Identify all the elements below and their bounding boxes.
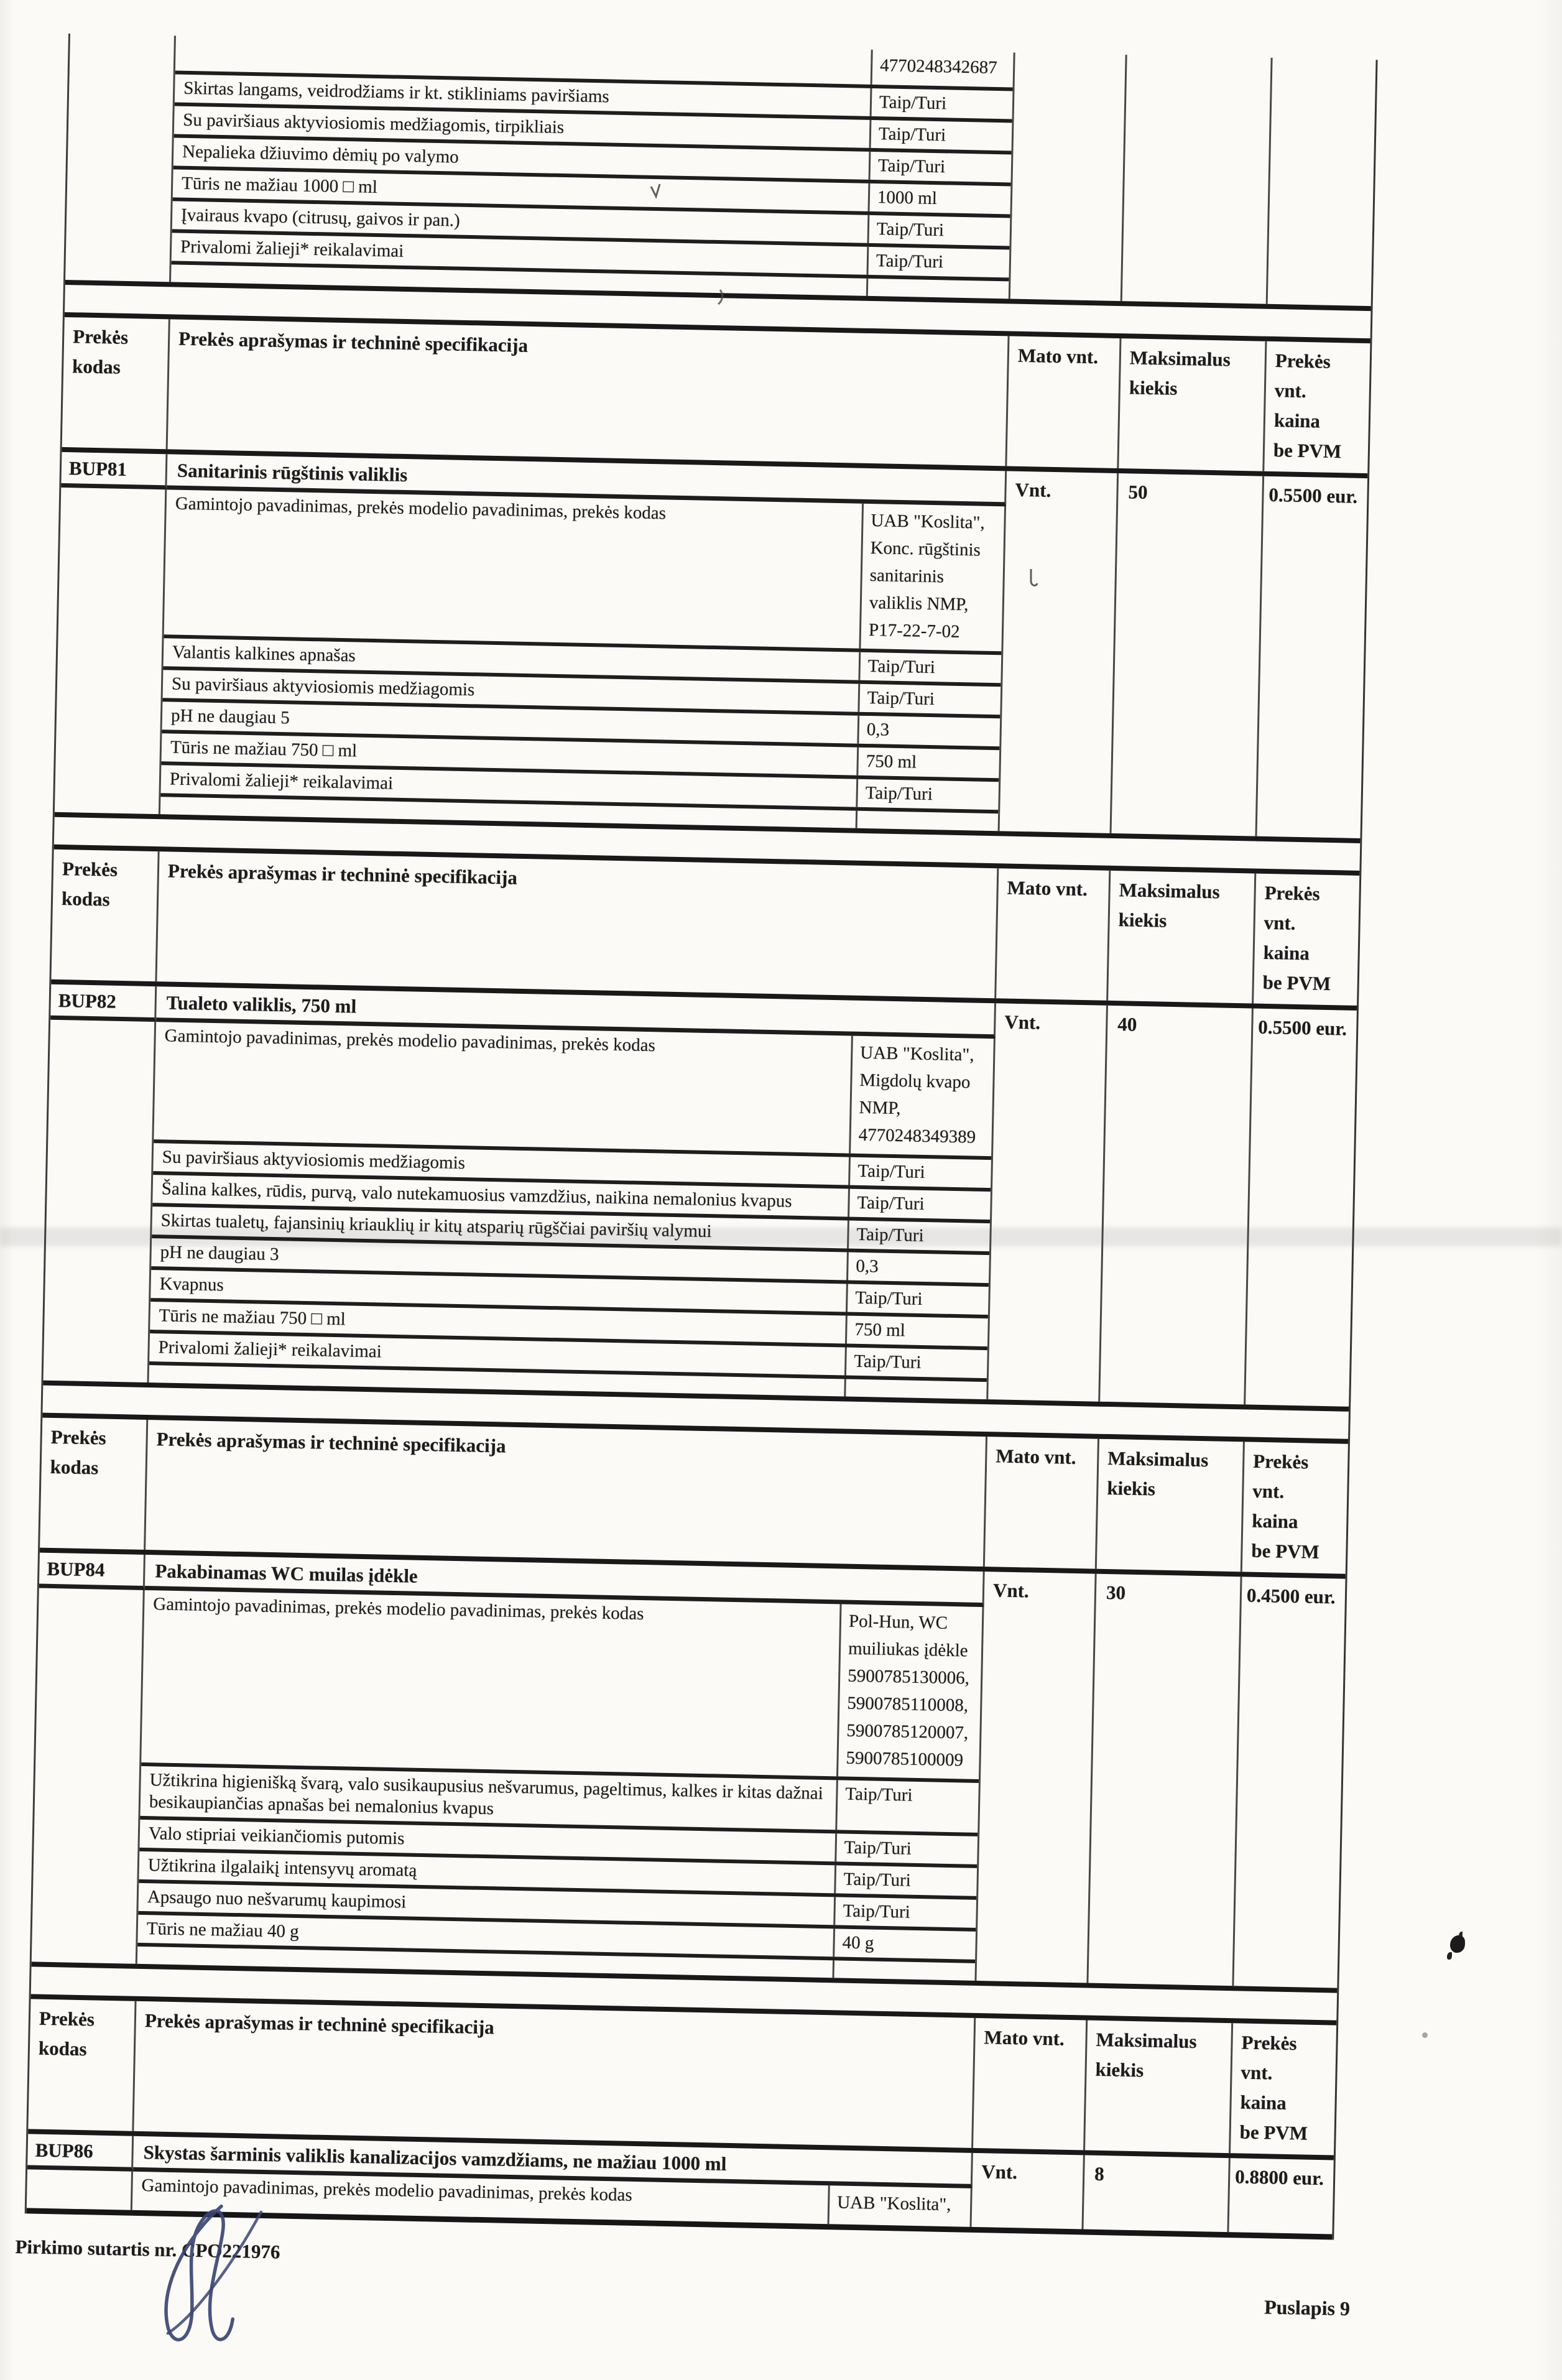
price-column-empty <box>1268 58 1376 306</box>
signature-scribble <box>114 2197 322 2359</box>
spec-value: Taip/Turi <box>858 652 1001 683</box>
page-number: Puslapis 9 <box>1264 2295 1351 2320</box>
product-unit-price: 0.5500 eur. <box>1269 483 1358 507</box>
header-col-qty: Maksimalus kiekis <box>1097 1439 1245 1572</box>
spec-label: Nepalieka džiuvimo dėmių po valymo <box>182 141 460 167</box>
product-code: BUP84 <box>39 1553 146 1590</box>
header-col-price: Prekės vnt. kaina be PVM <box>1251 1450 1320 1563</box>
pen-mark-tick <box>715 287 729 309</box>
product-unit: Vnt. <box>976 1572 1096 1983</box>
manufacturer-label: Gamintojo pavadinimas, prekės modelio pavadinimas, prekės kodas <box>164 1026 656 1056</box>
spec-rows <box>137 1590 984 1963</box>
spec-value: 40 g <box>833 1929 976 1960</box>
manufacturer-label: Gamintojo pavadinimas, prekės modelio pavadinimas, prekės kodas <box>141 2175 633 2205</box>
header-col-qty: Maksimalus kiekis <box>1085 2021 1233 2154</box>
manufacturer-value: UAB "Koslita", Konc. rūgštinis sanitarinis valiklis NMP, P17-22-7-02 <box>859 504 1004 652</box>
product-name: Sanitarinis rūgštinis valiklis <box>167 454 1007 506</box>
spec-value: Taip/Turi <box>834 1865 977 1896</box>
code-column-empty <box>44 1020 157 1382</box>
product-name: Skystas šarminis valiklis kanalizacijos vamzdžiams, ne mažiau 1000 ml <box>133 2136 973 2188</box>
header-col-unit: Mato vnt. <box>996 868 1111 1001</box>
spec-label: Su paviršiaus aktyviosiomis medžiagomis, tirpikliais <box>182 109 565 138</box>
spec-value: 1000 ml <box>868 183 1011 215</box>
code-column-empty <box>55 488 167 814</box>
header-col-qty: Maksimalus kiekis <box>1119 338 1267 471</box>
spec-label: Šalina kalkes, rūdis, purvą, valo nutekamuosius vamzdžius, naikina nemalonius kvapus <box>161 1178 792 1211</box>
table-header-row <box>28 1994 1336 2160</box>
section-bup84 <box>32 1413 1348 1993</box>
header-col-code: Prekės kodas <box>40 1418 148 1550</box>
table-header-row <box>51 845 1359 1011</box>
spec-label: Privalomi žalieji* reikalavimai <box>169 769 394 794</box>
spec-label: Skirtas tualetų, fajansinių kriauklių ir kitų atsparių rūgščiai paviršių valymui <box>160 1210 712 1242</box>
qty-column-empty <box>1122 55 1273 304</box>
header-col-code: Prekės kodas <box>28 1999 136 2131</box>
header-col-price: Prekės vnt. kaina be PVM <box>1273 350 1342 463</box>
unit-column-empty <box>1010 53 1127 302</box>
spec-label: Tūris ne mažiau 750 □ ml <box>170 737 358 761</box>
spec-label: Kvapnus <box>159 1274 224 1295</box>
header-col-desc: Prekės aprašymas ir techninė specifikacija <box>168 319 1010 466</box>
header-col-code: Prekės kodas <box>62 317 170 449</box>
spec-rows <box>160 489 1006 813</box>
product-barcode: 4770248342687 <box>871 50 1014 88</box>
spec-value: Taip/Turi <box>866 247 1009 278</box>
product-max-qty: 40 <box>1100 1006 1254 1405</box>
manufacturer-label: Gamintojo pavadinimas, prekės modelio pavadinimas, prekės kodas <box>175 493 667 524</box>
product-max-qty: 8 <box>1083 2155 1230 2232</box>
spec-value: Taip/Turi <box>846 1284 989 1315</box>
table-header-row <box>40 1413 1348 1579</box>
manufacturer-row <box>141 1590 982 1783</box>
spec-label: Tūris ne mažiau 750 □ ml <box>159 1305 346 1330</box>
spec-label: Apsaugo nuo nešvarumų kaupimosi <box>147 1887 407 1912</box>
spec-value: Taip/Turi <box>835 1780 979 1833</box>
product-unit: Vnt. <box>988 1003 1108 1401</box>
manufacturer-value: Pol-Hun, WC muiliukas įdėkle 5900785130006, 5900785110008, 5900785120007, 5900785100009 <box>836 1604 982 1779</box>
spec-value: 0,3 <box>857 716 1000 747</box>
product-unit-price: 0.5500 eur. <box>1257 1016 1347 1040</box>
spec-rows <box>149 1022 996 1382</box>
table-header-row <box>62 312 1370 478</box>
header-col-unit: Mato vnt. <box>973 2018 1088 2151</box>
product-code: BUP82 <box>50 984 157 1022</box>
spec-label: Su paviršiaus aktyviosiomis medžiagomis <box>171 674 475 700</box>
manufacturer-value: UAB "Koslita", <box>828 2185 971 2227</box>
spec-label: pH ne daugiau 3 <box>160 1242 279 1265</box>
spec-label: Įvairaus kvapo (citrusų, gaivos ir pan.) <box>180 205 460 231</box>
spec-label: Tūris ne mažiau 1000 □ ml <box>181 173 378 198</box>
manufacturer-label: Gamintojo pavadinimas, prekės modelio pavadinimas, prekės kodas <box>153 1594 644 1624</box>
header-col-desc: Prekės aprašymas ir techninė specifikacija <box>146 1420 987 1567</box>
spec-value: Taip/Turi <box>869 152 1012 183</box>
header-col-qty: Maksimalus kiekis <box>1108 871 1256 1004</box>
header-col-unit: Mato vnt. <box>1007 336 1121 468</box>
product-name: Tualeto valiklis, 750 ml <box>156 986 996 1039</box>
manufacturer-row <box>164 489 1005 655</box>
spec-label: Valantis kalkines apnašas <box>172 642 356 666</box>
pen-mark-curl <box>1025 567 1040 591</box>
spec-label: Privalomi žalieji* reikalavimai <box>158 1337 382 1362</box>
product-name: Pakabinamas WC muilas įdėkle <box>145 1555 985 1607</box>
section-bup81 <box>55 312 1370 843</box>
header-col-price: Prekės vnt. kaina be PVM <box>1262 881 1331 995</box>
spec-value: Taip/Turi <box>847 1221 990 1252</box>
header-col-code: Prekės kodas <box>51 850 159 981</box>
spec-rows <box>172 35 1015 281</box>
spec-value: Taip/Turi <box>867 215 1010 246</box>
product-max-qty: 30 <box>1088 1574 1242 1986</box>
pen-mark-check <box>648 182 667 203</box>
ink-dot <box>1422 2032 1428 2038</box>
header-col-desc: Prekės aprašymas ir techninė specifikacija <box>134 2001 976 2148</box>
contract-table <box>25 34 1378 2240</box>
spec-value: Taip/Turi <box>844 1347 987 1378</box>
spec-label: Tūris ne mažiau 40 g <box>146 1919 299 1942</box>
product-unit-price: 0.8800 eur. <box>1234 2165 1324 2190</box>
spec-label: Privalomi žalieji* reikalavimai <box>180 236 404 261</box>
spec-label: pH ne daugiau 5 <box>170 705 290 728</box>
contract-number: Pirkimo sutartis nr. CPO221976 <box>15 2236 280 2263</box>
manufacturer-row <box>154 1022 994 1160</box>
product-unit: Vnt. <box>1000 471 1119 833</box>
spec-label: Užtikrina ilgalaikį intensyvų aromatą <box>147 1855 417 1881</box>
product-unit: Vnt. <box>972 2153 1085 2230</box>
spec-value: Taip/Turi <box>857 684 1001 715</box>
spec-value: Taip/Turi <box>869 120 1012 151</box>
spec-label: Užtikrina higienišką švarą, valo susikaupusius nešvarumus, pageltimus, kalkes ir kitas dažnai besikaupiančias apnašas bei nemalonius kvapus <box>149 1770 824 1819</box>
spec-value: Taip/Turi <box>834 1833 977 1864</box>
spec-value: Taip/Turi <box>833 1897 976 1928</box>
spec-label: Skirtas langams, veidrodžiams ir kt. stikliniams paviršiams <box>183 78 610 107</box>
manufacturer-value: UAB "Koslita", Migdolų kvapo NMP, 4770248349389 <box>849 1036 994 1157</box>
product-code: BUP81 <box>61 452 167 489</box>
spec-value: Taip/Turi <box>856 779 999 810</box>
product-unit-price: 0.4500 eur. <box>1246 1584 1336 1608</box>
spec-value: Taip/Turi <box>848 1157 991 1188</box>
spec-value: Taip/Turi <box>870 88 1013 119</box>
section-bup82 <box>43 845 1359 1412</box>
code-column-empty <box>65 34 176 282</box>
spec-value: Taip/Turi <box>848 1189 991 1220</box>
section-continued <box>65 34 1376 311</box>
spec-value: 750 ml <box>845 1316 988 1347</box>
header-col-price: Prekės vnt. kaina be PVM <box>1239 2031 1308 2144</box>
scanned-page <box>15 34 1377 2346</box>
spec-value: 0,3 <box>846 1253 989 1284</box>
code-column-empty <box>32 1588 145 1964</box>
header-col-unit: Mato vnt. <box>985 1437 1099 1569</box>
header-col-desc: Prekės aprašymas ir techninė specifikacija <box>157 851 999 998</box>
ink-blot <box>1450 1935 1465 1953</box>
spec-label: Valo stipriai veikiančiomis putomis <box>148 1823 405 1849</box>
spec-value: 750 ml <box>856 748 999 779</box>
spec-label: Su paviršiaus aktyviosiomis medžiagomis <box>162 1147 466 1174</box>
product-code: BUP86 <box>27 2134 134 2171</box>
product-max-qty: 50 <box>1112 473 1265 836</box>
